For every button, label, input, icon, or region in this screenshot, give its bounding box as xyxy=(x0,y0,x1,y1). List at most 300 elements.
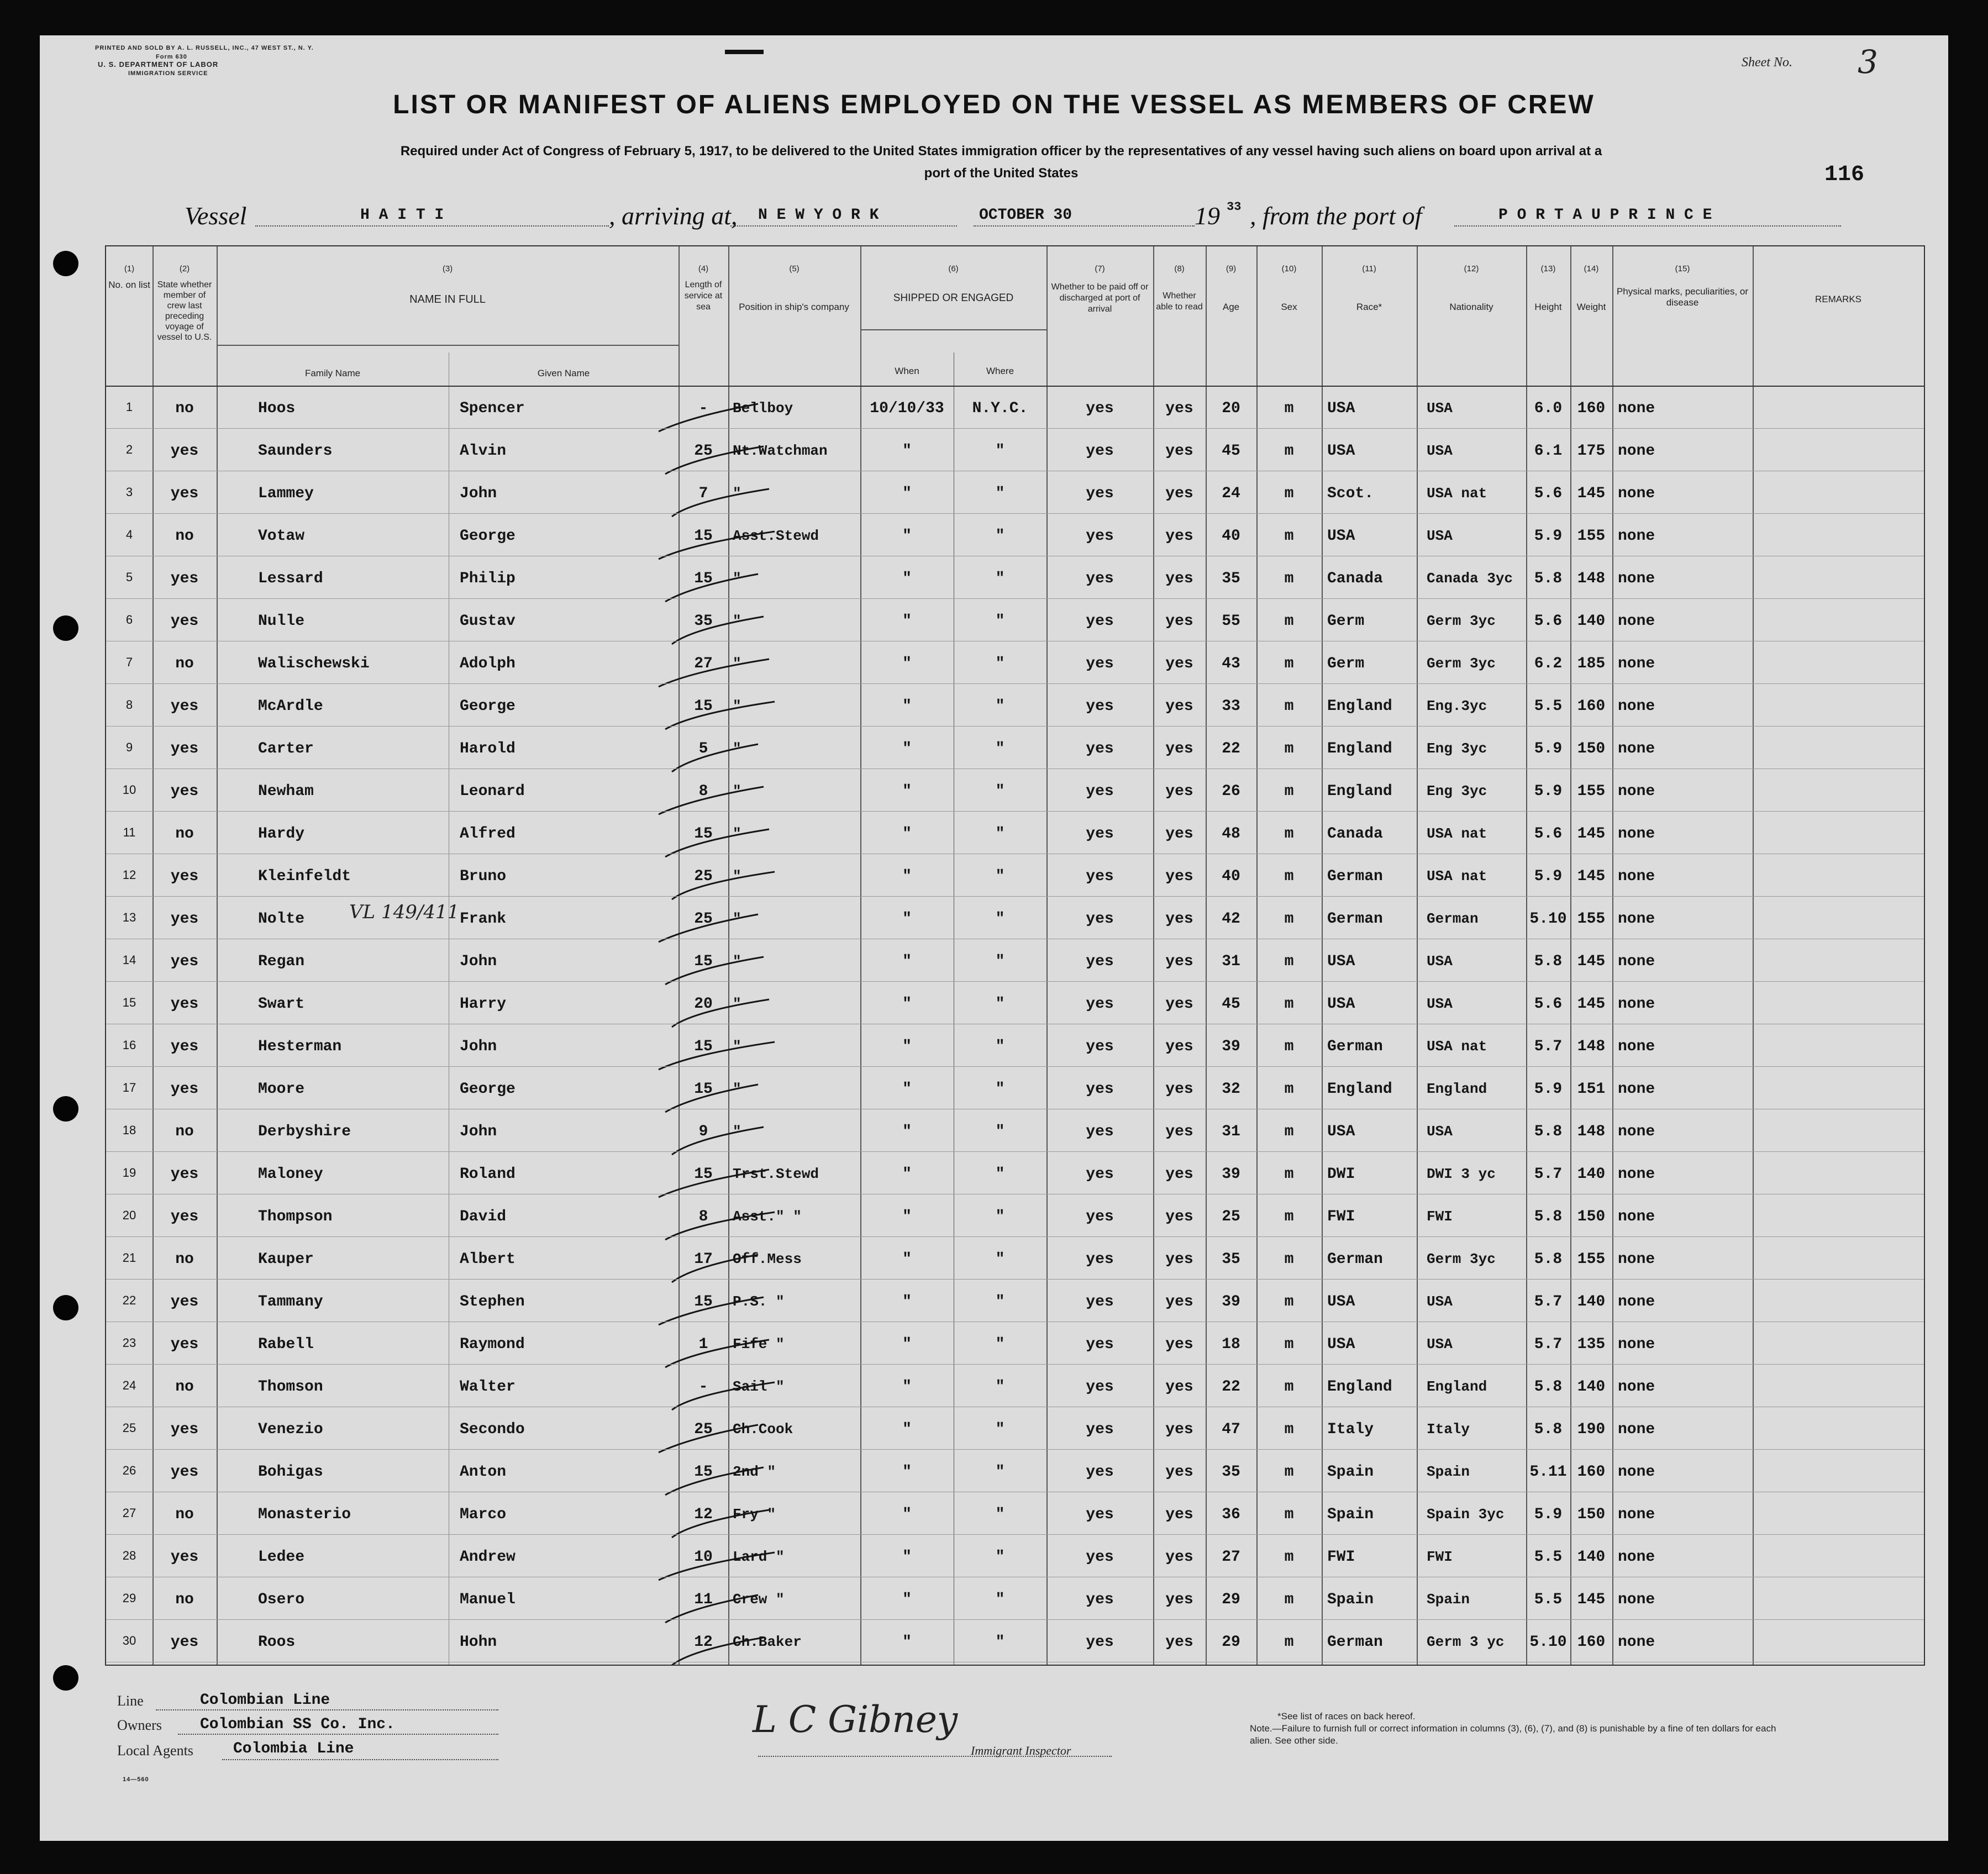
inspector-signature: L C Gibney xyxy=(753,1698,958,1741)
page-number: 116 xyxy=(1824,162,1865,187)
header-no-on-list: No. on list xyxy=(108,280,150,290)
given-name-cell: Andrew xyxy=(460,1549,516,1566)
table-row xyxy=(106,726,1924,768)
paid-off-cell: yes xyxy=(1086,1293,1114,1310)
fine-note: Note.—Failure to furnish full or correct information in columns (3), (6), (7), and (8) is punishable by a fine of ten dollars for each alien. See other side. xyxy=(1250,1723,1776,1746)
height-cell: 5.9 xyxy=(1534,528,1563,545)
header-physical-marks: Physical marks, peculiarities, or disease xyxy=(1616,286,1749,308)
able-to-read-cell: yes xyxy=(1165,528,1193,545)
position-cell: Fife " xyxy=(733,1336,785,1352)
weight-cell: 155 xyxy=(1577,528,1606,545)
age-cell: 22 xyxy=(1222,740,1240,757)
shipped-where-cell: " xyxy=(995,443,1005,460)
race-cell: FWI xyxy=(1327,1208,1355,1225)
race-cell: England xyxy=(1327,1081,1392,1098)
physical-marks-cell: none xyxy=(1618,1506,1655,1523)
weight-cell: 150 xyxy=(1577,1208,1606,1225)
given-name-cell: Alfred xyxy=(460,825,516,843)
line-label: Line xyxy=(117,1693,144,1709)
service-length-cell: 15 xyxy=(694,1166,713,1183)
family-name-cell: Osero xyxy=(258,1591,305,1608)
given-name-cell: George xyxy=(460,1081,516,1098)
able-to-read-cell: yes xyxy=(1165,783,1193,800)
table-row xyxy=(106,768,1924,811)
given-name-cell: Gustav xyxy=(460,613,516,630)
shipped-where-cell: " xyxy=(995,655,1005,672)
given-name-cell: George xyxy=(460,698,516,715)
age-cell: 29 xyxy=(1222,1634,1240,1651)
previous-voyage-cell: yes xyxy=(170,1549,199,1566)
position-cell: Sail " xyxy=(733,1378,785,1395)
shipped-when-cell: " xyxy=(902,1634,912,1651)
header-state-whether: State whether member of crew last preceding voyage of vessel to U.S. xyxy=(157,280,212,342)
sex-cell: m xyxy=(1284,443,1294,460)
physical-marks-cell: none xyxy=(1618,1549,1655,1566)
header-paid-off: Whether to be paid off or discharged at port of arrival xyxy=(1051,282,1149,314)
previous-voyage-cell: no xyxy=(175,1378,194,1396)
given-name-cell: John xyxy=(460,1123,497,1140)
shipped-where-cell: " xyxy=(995,1293,1005,1310)
family-name-cell: Walischewski xyxy=(258,655,370,672)
table-row xyxy=(106,1109,1924,1151)
header-given-name: Given Name xyxy=(537,368,590,378)
position-cell: " xyxy=(733,868,741,885)
shipped-when-cell: " xyxy=(902,953,912,970)
sex-cell: m xyxy=(1284,1549,1294,1566)
nationality-cell: Germ 3yc xyxy=(1427,655,1496,672)
paid-off-cell: yes xyxy=(1086,868,1114,885)
race-cell: German xyxy=(1327,868,1383,885)
table-row xyxy=(106,683,1924,726)
handwritten-annotation: VL 149/411 xyxy=(349,901,460,923)
weight-cell: 145 xyxy=(1577,868,1606,885)
given-name-cell: Secondo xyxy=(460,1421,525,1438)
header-age: Age xyxy=(1222,302,1240,312)
physical-marks-cell: none xyxy=(1618,1166,1655,1183)
nationality-cell: FWI xyxy=(1427,1208,1453,1225)
from-port: P O R T A U P R I N C E xyxy=(1498,207,1712,224)
service-length-cell: - xyxy=(698,1378,708,1396)
weight-cell: 145 xyxy=(1577,996,1606,1013)
physical-marks-cell: none xyxy=(1618,528,1655,545)
arriving-at: N E W Y O R K xyxy=(758,207,879,224)
position-cell: Ch.Cook xyxy=(733,1421,793,1438)
sex-cell: m xyxy=(1284,1251,1294,1268)
weight-cell: 160 xyxy=(1577,1634,1606,1651)
row-number: 16 xyxy=(122,1038,136,1052)
given-name-cell: Alvin xyxy=(460,443,507,460)
race-cell: England xyxy=(1327,698,1392,715)
shipped-where-cell: " xyxy=(995,570,1005,587)
table-row xyxy=(106,1066,1924,1109)
shipped-where-cell: " xyxy=(995,698,1005,715)
family-name-cell: Moore xyxy=(258,1081,305,1098)
row-number: 21 xyxy=(122,1251,136,1265)
age-cell: 39 xyxy=(1222,1293,1240,1310)
physical-marks-cell: none xyxy=(1618,740,1655,757)
age-cell: 35 xyxy=(1222,1251,1240,1268)
family-name-cell: Hoos xyxy=(258,400,296,417)
able-to-read-cell: yes xyxy=(1165,1336,1193,1353)
col-num-3: (3) xyxy=(442,264,453,273)
binder-hole xyxy=(53,251,78,276)
race-cell: Germ xyxy=(1327,655,1365,672)
header-position: Position in ship's company xyxy=(739,302,849,312)
col-num-15: (15) xyxy=(1675,264,1690,273)
sex-cell: m xyxy=(1284,1591,1294,1608)
height-cell: 5.6 xyxy=(1534,613,1563,630)
previous-voyage-cell: yes xyxy=(170,1634,199,1651)
shipped-where-cell: " xyxy=(995,1421,1005,1438)
row-number: 8 xyxy=(125,698,133,712)
table-row xyxy=(106,1279,1924,1322)
shipped-where-cell: " xyxy=(995,1208,1005,1225)
sex-cell: m xyxy=(1284,1464,1294,1481)
col-num-13: (13) xyxy=(1540,264,1556,273)
line-underline xyxy=(156,1709,498,1710)
owners-label: Owners xyxy=(117,1717,162,1733)
sex-cell: m xyxy=(1284,570,1294,587)
sex-cell: m xyxy=(1284,868,1294,885)
physical-marks-cell: none xyxy=(1618,1591,1655,1608)
nationality-cell: FWI xyxy=(1427,1549,1453,1565)
shipped-when-cell: " xyxy=(902,613,912,630)
height-cell: 5.9 xyxy=(1534,868,1563,885)
race-cell: Canada xyxy=(1327,570,1383,587)
able-to-read-cell: yes xyxy=(1165,1208,1193,1225)
previous-voyage-cell: yes xyxy=(170,485,199,502)
nationality-cell: USA nat xyxy=(1427,1038,1487,1055)
race-cell: FWI xyxy=(1327,1549,1355,1566)
service-length-cell: 7 xyxy=(698,485,708,502)
family-name-cell: Swart xyxy=(258,996,305,1013)
shipped-when-cell: " xyxy=(902,1166,912,1183)
shipped-when-cell: " xyxy=(902,443,912,460)
sex-cell: m xyxy=(1284,1123,1294,1140)
table-row xyxy=(106,1151,1924,1194)
physical-marks-cell: none xyxy=(1618,910,1655,928)
position-cell: " xyxy=(733,485,741,502)
family-name-cell: Maloney xyxy=(258,1166,323,1183)
paid-off-cell: yes xyxy=(1086,996,1114,1013)
race-cell: German xyxy=(1327,1634,1383,1651)
previous-voyage-cell: yes xyxy=(170,953,199,970)
weight-cell: 140 xyxy=(1577,1378,1606,1396)
date-underline xyxy=(974,225,1195,227)
agents-value: Colombia Line xyxy=(233,1740,354,1757)
table-row xyxy=(106,1194,1924,1236)
able-to-read-cell: yes xyxy=(1165,1038,1193,1055)
nationality-cell: German xyxy=(1427,910,1479,927)
position-cell: " xyxy=(733,1123,741,1140)
table-row xyxy=(106,854,1924,896)
weight-cell: 160 xyxy=(1577,400,1606,417)
height-cell: 5.8 xyxy=(1534,1251,1563,1268)
vessel-underline xyxy=(255,225,609,227)
service-length-cell: 15 xyxy=(694,570,713,587)
family-name-cell: Nolte xyxy=(258,910,305,928)
weight-cell: 148 xyxy=(1577,570,1606,587)
row-number: 28 xyxy=(122,1549,136,1562)
age-cell: 36 xyxy=(1222,1506,1240,1523)
race-cell: USA xyxy=(1327,400,1355,417)
weight-cell: 151 xyxy=(1577,1081,1606,1098)
sex-cell: m xyxy=(1284,1336,1294,1353)
page-subtitle xyxy=(178,140,1824,185)
table-row xyxy=(106,1024,1924,1066)
previous-voyage-cell: yes xyxy=(170,1166,199,1183)
given-name-cell: Bruno xyxy=(460,868,507,885)
row-number: 5 xyxy=(125,570,133,584)
shipped-where-cell: " xyxy=(995,1549,1005,1566)
sex-cell: m xyxy=(1284,953,1294,970)
year-prefix: 19 xyxy=(1195,202,1220,230)
row-number: 23 xyxy=(122,1336,136,1350)
nationality-cell: USA xyxy=(1427,1336,1453,1352)
previous-voyage-cell: yes xyxy=(170,1038,199,1055)
height-cell: 5.9 xyxy=(1534,1081,1563,1098)
row-number: 3 xyxy=(125,485,133,499)
race-cell: German xyxy=(1327,910,1383,928)
row-number: 9 xyxy=(125,740,133,754)
weight-cell: 160 xyxy=(1577,698,1606,715)
row-number: 19 xyxy=(122,1166,136,1180)
given-name-cell: Albert xyxy=(460,1251,516,1268)
shipped-when-cell: " xyxy=(902,1123,912,1140)
row-number: 17 xyxy=(122,1081,136,1094)
shipped-when-cell: " xyxy=(902,1549,912,1566)
position-cell: " xyxy=(733,1038,741,1055)
nationality-cell: Eng 3yc xyxy=(1427,783,1487,799)
previous-voyage-cell: no xyxy=(175,1591,194,1608)
previous-voyage-cell: yes xyxy=(170,783,199,800)
table-body xyxy=(106,246,1924,1665)
sex-cell: m xyxy=(1284,1634,1294,1651)
height-cell: 6.2 xyxy=(1534,655,1563,672)
row-number: 11 xyxy=(123,825,136,839)
position-cell: " xyxy=(733,783,741,799)
family-name-cell: Thomson xyxy=(258,1378,323,1396)
given-name-cell: John xyxy=(460,1038,497,1055)
race-cell: USA xyxy=(1327,443,1355,460)
shipped-where-cell: " xyxy=(995,1166,1005,1183)
shipped-when-cell: " xyxy=(902,528,912,545)
race-cell: Germ xyxy=(1327,613,1365,630)
family-name-cell: Newham xyxy=(258,783,314,800)
shipped-where-cell: " xyxy=(995,613,1005,630)
service-label: IMMIGRATION SERVICE xyxy=(128,70,208,77)
race-cell: Italy xyxy=(1327,1421,1374,1438)
weight-cell: 148 xyxy=(1577,1123,1606,1140)
given-name-cell: Marco xyxy=(460,1506,507,1523)
col-num-7: (7) xyxy=(1095,264,1105,273)
service-length-cell: 15 xyxy=(694,1293,713,1310)
shipped-where-cell: " xyxy=(995,1378,1005,1396)
header-shipped-or-engaged: SHIPPED OR ENGAGED xyxy=(893,292,1014,304)
height-cell: 5.5 xyxy=(1534,698,1563,715)
age-cell: 32 xyxy=(1222,1081,1240,1098)
family-name-cell: Hardy xyxy=(258,825,305,843)
age-cell: 55 xyxy=(1222,613,1240,630)
position-cell: Bellboy xyxy=(733,400,793,417)
family-name-cell: Rabell xyxy=(258,1336,314,1353)
physical-marks-cell: none xyxy=(1618,868,1655,885)
previous-voyage-cell: no xyxy=(175,400,194,417)
able-to-read-cell: yes xyxy=(1165,953,1193,970)
physical-marks-cell: none xyxy=(1618,1378,1655,1396)
height-cell: 5.8 xyxy=(1534,1123,1563,1140)
paid-off-cell: yes xyxy=(1086,825,1114,843)
nationality-cell: Spain xyxy=(1427,1591,1470,1608)
paid-off-cell: yes xyxy=(1086,1378,1114,1396)
manifest-sheet xyxy=(40,35,1948,1841)
age-cell: 33 xyxy=(1222,698,1240,715)
height-cell: 5.11 xyxy=(1529,1464,1567,1481)
previous-voyage-cell: yes xyxy=(170,1081,199,1098)
service-length-cell: 15 xyxy=(694,1081,713,1098)
sex-cell: m xyxy=(1284,1166,1294,1183)
header-weight: Weight xyxy=(1576,302,1606,312)
shipped-where-cell: " xyxy=(995,1506,1005,1523)
shipped-when-cell: " xyxy=(902,1293,912,1310)
able-to-read-cell: yes xyxy=(1165,1378,1193,1396)
family-name-cell: Lessard xyxy=(258,570,323,587)
arriving-label: , arriving at, xyxy=(609,202,738,230)
service-length-cell: 11 xyxy=(694,1591,713,1608)
paid-off-cell: yes xyxy=(1086,910,1114,928)
header-height: Height xyxy=(1534,302,1562,312)
physical-marks-cell: none xyxy=(1618,996,1655,1013)
weight-cell: 190 xyxy=(1577,1421,1606,1438)
col-num-10: (10) xyxy=(1281,264,1297,273)
height-cell: 5.7 xyxy=(1534,1336,1563,1353)
paid-off-cell: yes xyxy=(1086,1421,1114,1438)
physical-marks-cell: none xyxy=(1618,825,1655,843)
age-cell: 35 xyxy=(1222,570,1240,587)
shipped-where-cell: " xyxy=(995,485,1005,502)
paid-off-cell: yes xyxy=(1086,1506,1114,1523)
table-row xyxy=(106,471,1924,513)
owners-underline xyxy=(178,1734,498,1735)
weight-cell: 140 xyxy=(1577,1549,1606,1566)
service-length-cell: 15 xyxy=(694,1038,713,1055)
previous-voyage-cell: yes xyxy=(170,868,199,885)
shipped-where-cell: N.Y.C. xyxy=(972,400,1028,417)
able-to-read-cell: yes xyxy=(1165,1506,1193,1523)
previous-voyage-cell: yes xyxy=(170,443,199,460)
age-cell: 47 xyxy=(1222,1421,1240,1438)
previous-voyage-cell: yes xyxy=(170,613,199,630)
paid-off-cell: yes xyxy=(1086,783,1114,800)
sex-cell: m xyxy=(1284,655,1294,672)
position-cell: Fry " xyxy=(733,1506,776,1523)
able-to-read-cell: yes xyxy=(1165,655,1193,672)
height-cell: 5.8 xyxy=(1534,1208,1563,1225)
punch-mark xyxy=(725,50,764,54)
age-cell: 29 xyxy=(1222,1591,1240,1608)
previous-voyage-cell: yes xyxy=(170,570,199,587)
weight-cell: 145 xyxy=(1577,1591,1606,1608)
previous-voyage-cell: yes xyxy=(170,996,199,1013)
position-cell: " xyxy=(733,740,741,757)
header-race: Race* xyxy=(1356,302,1382,312)
position-cell: Asst." " xyxy=(733,1208,802,1225)
able-to-read-cell: yes xyxy=(1165,1251,1193,1268)
race-cell: USA xyxy=(1327,953,1355,970)
nationality-cell: USA xyxy=(1427,1123,1453,1140)
table-row xyxy=(106,939,1924,981)
family-name-cell: Roos xyxy=(258,1634,296,1651)
family-name-cell: McArdle xyxy=(258,698,323,715)
nationality-cell: Germ 3yc xyxy=(1427,613,1496,629)
paid-off-cell: yes xyxy=(1086,1123,1114,1140)
age-cell: 42 xyxy=(1222,910,1240,928)
race-cell: England xyxy=(1327,740,1392,757)
row-number: 18 xyxy=(122,1123,136,1137)
paid-off-cell: yes xyxy=(1086,698,1114,715)
shipped-when-cell: " xyxy=(902,698,912,715)
port-underline xyxy=(1454,225,1841,227)
race-cell: England xyxy=(1327,783,1392,800)
race-cell: German xyxy=(1327,1251,1383,1268)
position-cell: " xyxy=(733,613,741,629)
table-row xyxy=(106,1322,1924,1364)
row-number: 12 xyxy=(122,868,136,882)
position-cell: " xyxy=(733,1081,741,1097)
previous-voyage-cell: yes xyxy=(170,1293,199,1310)
row-number: 10 xyxy=(122,783,136,797)
position-cell: Trst.Stewd xyxy=(733,1166,819,1182)
weight-cell: 135 xyxy=(1577,1336,1606,1353)
weight-cell: 148 xyxy=(1577,1038,1606,1055)
age-cell: 20 xyxy=(1222,400,1240,417)
shipped-when-cell: " xyxy=(902,1591,912,1608)
year-suffix: 33 xyxy=(1227,200,1242,214)
physical-marks-cell: none xyxy=(1618,1038,1655,1055)
shipped-when-cell: " xyxy=(902,868,912,885)
able-to-read-cell: yes xyxy=(1165,1123,1193,1140)
weight-cell: 160 xyxy=(1577,1464,1606,1481)
binder-hole xyxy=(53,1295,78,1320)
physical-marks-cell: none xyxy=(1618,1293,1655,1310)
family-name-cell: Regan xyxy=(258,953,305,970)
previous-voyage-cell: yes xyxy=(170,910,199,928)
shipped-where-cell: " xyxy=(995,783,1005,800)
weight-cell: 145 xyxy=(1577,953,1606,970)
paid-off-cell: yes xyxy=(1086,570,1114,587)
position-cell: " xyxy=(733,570,741,587)
given-name-cell: Roland xyxy=(460,1166,516,1183)
paid-off-cell: yes xyxy=(1086,443,1114,460)
age-cell: 24 xyxy=(1222,485,1240,502)
paid-off-cell: yes xyxy=(1086,740,1114,757)
given-name-cell: George xyxy=(460,528,516,545)
header-nationality: Nationality xyxy=(1449,302,1493,312)
sheet-number: 3 xyxy=(1858,43,1878,81)
sex-cell: m xyxy=(1284,1421,1294,1438)
row-number: 4 xyxy=(125,528,133,541)
height-cell: 5.10 xyxy=(1529,910,1567,928)
paid-off-cell: yes xyxy=(1086,1549,1114,1566)
agents-label: Local Agents xyxy=(117,1743,193,1759)
table-row xyxy=(106,1236,1924,1279)
paid-off-cell: yes xyxy=(1086,953,1114,970)
table-row xyxy=(106,513,1924,556)
shipped-where-cell: " xyxy=(995,1634,1005,1651)
race-cell: USA xyxy=(1327,996,1355,1013)
age-cell: 39 xyxy=(1222,1166,1240,1183)
physical-marks-cell: none xyxy=(1618,1123,1655,1140)
